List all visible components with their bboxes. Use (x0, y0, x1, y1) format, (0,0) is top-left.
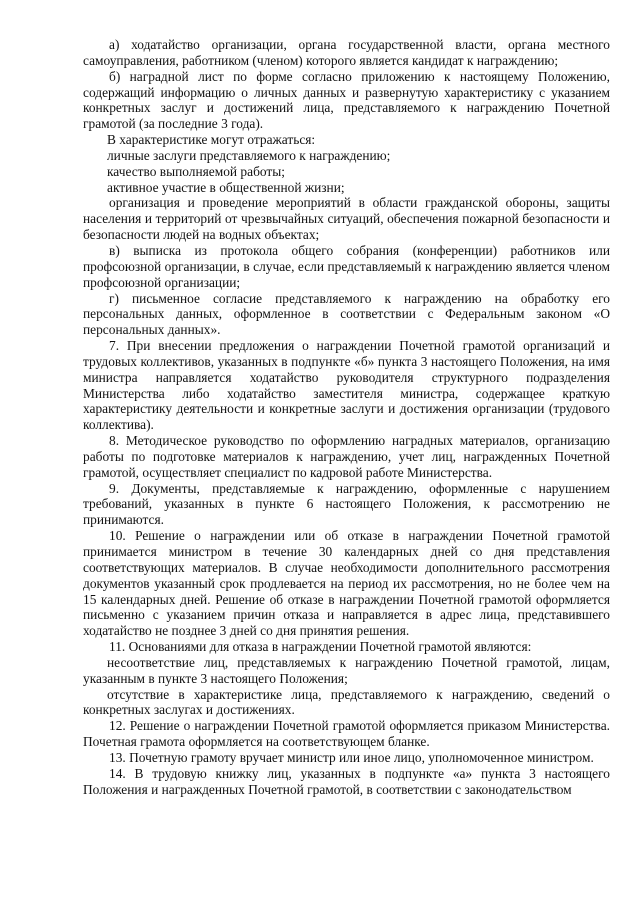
paragraph-section-11: 11. Основаниями для отказа в награждении Почетной грамотой являются: (109, 639, 532, 655)
list-item-missing-merits: отсутствие в характеристике лица, представляемого к награждению, сведений о конкретных заслугах и достижениях. (83, 686, 610, 718)
list-item-mismatch: несоответствие лиц, представляемых к награждению Почетной грамотой, лицам, указанным в пункте 3 настоящего Положения; (83, 654, 610, 686)
paragraph-section-10: 10. Решение о награждении или об отказе в награждении Почетной грамотой принимается министром в течение 30 календарных дней со дня представления соответствующих материалов. В случае необходимости дополнительного рассмотрения документов указанный срок продлевается на период их рассмотрения, но не более чем на 15 календарных дней. Решение об отказе в награждении Почетной грамотой оформляется письменно с указанием причин отказа и направляется в адрес лица, представившего ходатайство не позднее 3 дней со дня принятия решения. (83, 528, 610, 639)
paragraph-item-g: г) письменное согласие представляемого к награждению на обработку его персональных данных, оформленное в соответствии с Федеральным законом «О персональных данных». (83, 290, 610, 338)
list-item-personal-merits: личные заслуги представляемого к награждению; (107, 147, 391, 163)
paragraph-section-12: 12. Решение о награждении Почетной грамотой оформляется приказом Министерства. Почетная грамота оформляется на соответствующем бланке. (83, 718, 610, 750)
paragraph-section-8: 8. Методическое руководство по оформлению наградных материалов, организацию работы по подготовке материалов к награждению, учет лиц, награжденных Почетной грамотой, осуществляет специалист по кадровой работе Министерства. (83, 433, 610, 480)
list-item-work-quality: качество выполняемой работы; (107, 163, 285, 179)
paragraph-section-13: 13. Почетную грамоту вручает министр или иное лицо, уполномоченное министром. (109, 749, 594, 765)
paragraph-item-v: в) выписка из протокола общего собрания (конференции) работников или профсоюзной организации, в случае, если представляемый к награждению является членом профсоюзной организации; (83, 242, 610, 290)
list-item-civil-defense: организация и проведение мероприятий в области гражданской обороны, защиты населения и территорий от чрезвычайных ситуаций, обеспечения пожарной безопасности и безопасности людей на водных объектах; (83, 195, 610, 243)
document-body (83, 37, 610, 798)
list-item-public-life: активное участие в общественной жизни; (107, 179, 345, 195)
paragraph-section-14: 14. В трудовую книжку лиц, указанных в подпункте «а» пункта 3 настоящего Положения и награжденных Почетной грамотой, в соответствии с законодательством (83, 765, 610, 797)
paragraph-item-a: а) ходатайство организации, органа государственной власти, органа местного самоуправления, работником (членом) которого является кандидат к награждению; (83, 37, 610, 68)
paragraph-section-7: 7. При внесении предложения о награждении Почетной грамотой организаций и трудовых коллективов, указанных в подпункте «б» пункта 3 настоящего Положения, на имя министра направляется ходатайство руководителя структурного подразделения Министерства либо ходатайство заместителя министра, содержащее краткую характеристику деятельности и конкретные заслуги и достижения организации (трудового коллектива). (83, 338, 610, 433)
paragraph-section-9: 9. Документы, представляемые к награждению, оформленные с нарушением требований, указанных в пункте 6 настоящего Положения, к рассмотрению не принимаются. (83, 480, 610, 528)
paragraph-characteristics-intro: В характеристике могут отражаться: (107, 132, 316, 148)
paragraph-item-b: б) наградной лист по форме согласно приложению к настоящему Положению, содержащий информацию о личных данных и развернутую характеристику с указанием конкретных заслуг и достижений лица, представляемого к награждению Почетной грамотой (за последние 3 года). (83, 68, 610, 132)
